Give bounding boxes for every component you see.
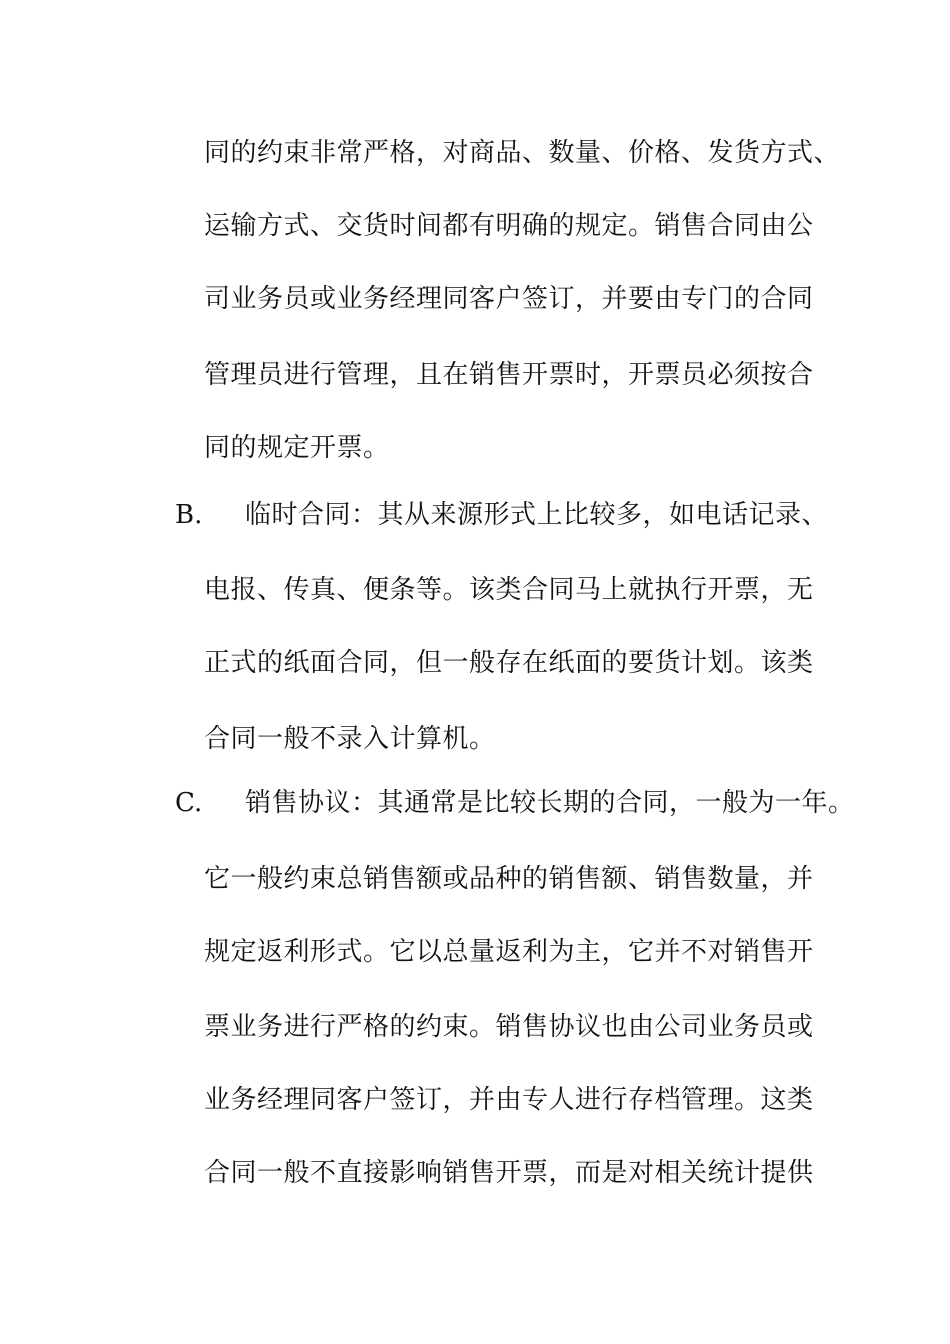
item-c-line-6: 合同一般不直接影响销售开票，而是对相关统计提供 bbox=[204, 1158, 814, 1188]
item-c-marker: C. bbox=[175, 788, 203, 818]
paragraph-a-line-5: 同的规定开票。 bbox=[204, 433, 390, 463]
item-b-first-line: 临时合同：其从来源形式上比较多，如电话记录、 bbox=[245, 500, 829, 530]
item-c-line-3: 规定返利形式。它以总量返利为主，它并不对销售开 bbox=[204, 937, 814, 967]
item-c-line-5: 业务经理同客户签订，并由专人进行存档管理。这类 bbox=[204, 1085, 814, 1115]
paragraph-a-line-4: 管理员进行管理，且在销售开票时，开票员必须按合 bbox=[204, 360, 814, 390]
item-c-line-4: 票业务进行严格的约束。销售协议也由公司业务员或 bbox=[204, 1012, 814, 1042]
item-b-line-2: 电报、传真、便条等。该类合同马上就执行开票，无 bbox=[204, 575, 814, 605]
item-b-marker: B. bbox=[175, 500, 203, 530]
paragraph-a-line-2: 运输方式、交货时间都有明确的规定。销售合同由公 bbox=[204, 211, 814, 241]
item-b-line-4: 合同一般不录入计算机。 bbox=[204, 724, 496, 754]
item-b-line-3: 正式的纸面合同，但一般存在纸面的要货计划。该类 bbox=[204, 648, 814, 678]
item-c-first-line: 销售协议：其通常是比较长期的合同，一般为一年。 bbox=[245, 788, 855, 818]
paragraph-a-line-3: 司业务员或业务经理同客户签订，并要由专门的合同 bbox=[204, 284, 814, 314]
paragraph-a-line-1: 同的约束非常严格，对商品、数量、价格、发货方式、 bbox=[204, 138, 841, 168]
item-c-line-2: 它一般约束总销售额或品种的销售额、销售数量，并 bbox=[204, 864, 814, 894]
